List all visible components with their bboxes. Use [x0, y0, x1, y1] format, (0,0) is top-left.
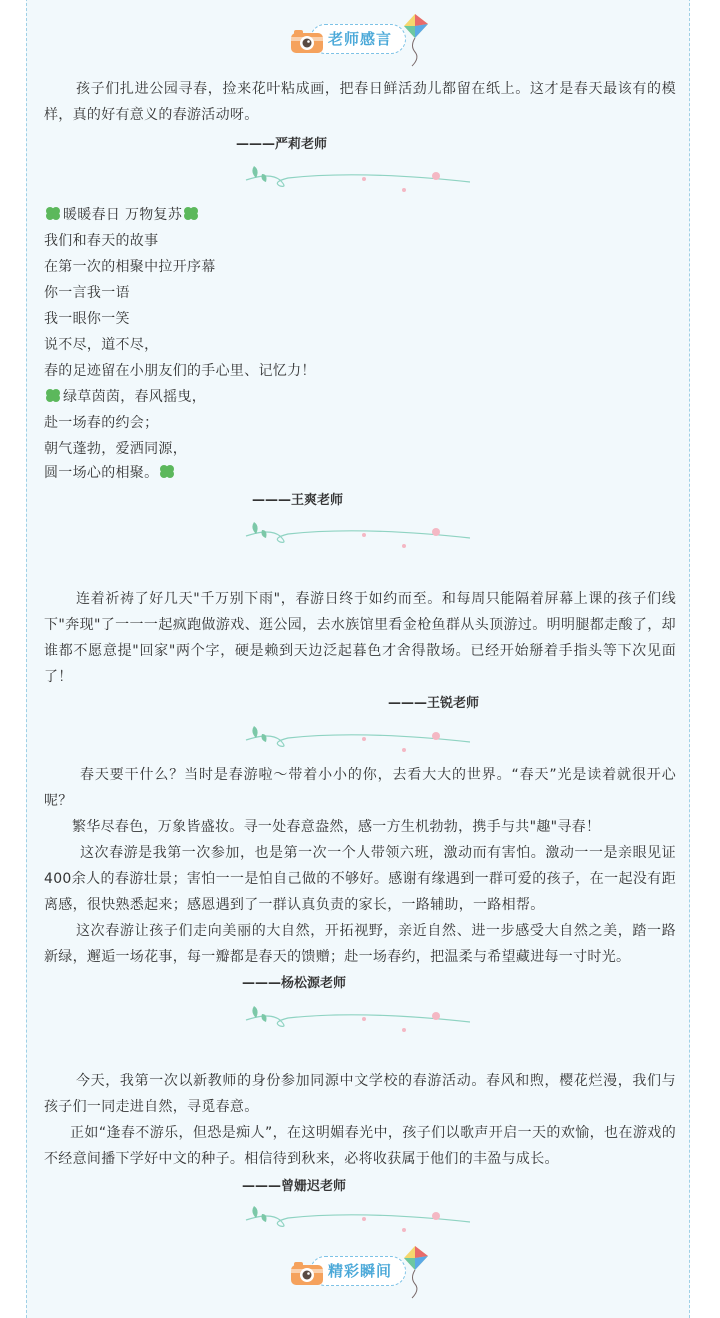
- section2-signature: ———王爽老师: [252, 493, 344, 508]
- section5-paragraph: 正如“逢春不游乐，但恐是痴人”，在这明媚春光中，孩子们以歌声开启一天的欢愉，也在游戏的不经意间播下学好中文的种子。相信待到秋来，必将收获属于他们的丰盈与成长。: [44, 1125, 676, 1167]
- section2-line: 暖暖春日 万物复苏: [44, 202, 201, 228]
- leaf-vine-divider-icon: [240, 1200, 480, 1240]
- badge-title: 老师感言: [327, 30, 392, 48]
- camera-icon: [290, 28, 324, 54]
- four-leaf-clover-icon: [44, 206, 62, 222]
- section3-signature: ———王锐老师: [388, 696, 480, 711]
- footer-badge: [290, 1248, 430, 1292]
- section2-line: 朝气蓬勃，爱洒同源，: [44, 441, 187, 457]
- section1-signature: ———严莉老师: [236, 137, 328, 152]
- section2-line: 你一言我一语: [44, 285, 130, 301]
- four-leaf-clover-icon: [158, 464, 176, 480]
- section4-signature: ———杨松源老师: [242, 976, 347, 991]
- leaf-vine-divider-icon: [240, 1000, 480, 1040]
- section2-line: 春的足迹留在小朋友们的手心里、记忆力！: [44, 363, 316, 379]
- camera-icon: [290, 1260, 324, 1286]
- section4-paragraph: 这次春游让孩子们走向美丽的大自然，开拓视野，亲近自然、进一步感受大自然之美，踏一路新绿，邂逅一场花事，每一瓣都是春天的馈赠；赴一场春约，把温柔与希望藏进每一寸时光。: [44, 923, 676, 965]
- four-leaf-clover-icon: [182, 206, 200, 222]
- section1-text: 孩子们扎进公园寻春，捡来花叶粘成画，把春日鲜活劲儿都留在纸上。这才是春天最该有的模样，真的好有意义的春游活动呀。: [44, 81, 676, 123]
- badge-title: 精彩瞬间: [327, 1262, 392, 1280]
- section2-line: 我一眼你一笑: [44, 311, 130, 327]
- section2-line: 赴一场春的约会；: [44, 415, 159, 431]
- leaf-vine-divider-icon: [240, 160, 480, 200]
- four-leaf-clover-icon: [44, 388, 62, 404]
- header-badge: [290, 16, 430, 60]
- section2-line: 圆一场心的相聚。: [44, 460, 177, 486]
- section5-signature: ———曾姗迟老师: [242, 1179, 347, 1194]
- section2-line: 在第一次的相聚中拉开序幕: [44, 259, 216, 275]
- section3-text: 连着祈祷了好几天"千万别下雨"，春游日终于如约而至。和每周只能隔着屏幕上课的孩子们线下"奔现"了一一一起疯跑做游戏、逛公园，去水族馆里看金枪鱼群从头顶游过。明明腿都走酸了，却谁都不愿意提"回家"两个字，硬是赖到天边泛起暮色才舍得散场。已经开始掰着手指头等下次见面了！: [44, 591, 676, 685]
- kite-icon: [400, 12, 430, 68]
- section4-paragraph: 春天要干什么？当时是春游啦～带着小小的你，去看大大的世界。“春天”光是读着就很开心呢？: [44, 767, 676, 809]
- section2-line: 我们和春天的故事: [44, 233, 159, 249]
- kite-icon: [400, 1244, 430, 1300]
- section4-paragraph: 繁华尽春色，万象皆盛妆。寻一处春意盎然，感一方生机勃勃，携手与共"趣"寻春！: [72, 819, 601, 835]
- section5-paragraph: 今天，我第一次以新教师的身份参加同源中文学校的春游活动。春风和煦，樱花烂漫，我们与孩子们一同走进自然，寻觅春意。: [44, 1073, 676, 1115]
- section2-line: 绿草茵茵，春风摇曳，: [44, 384, 206, 410]
- leaf-vine-divider-icon: [240, 720, 480, 760]
- section2-line: 说不尽，道不尽，: [44, 337, 159, 353]
- section4-paragraph: 这次春游是我第一次参加，也是第一次一个人带领六班，激动而有害怕。激动一一是亲眼见证400余人的春游壮景；害怕一一是怕自己做的不够好。感谢有缘遇到一群可爱的孩子，在一起没有距离感，很快熟悉起来；感恩遇到了一群认真负责的家长，一路辅助，一路相帮。: [44, 845, 676, 913]
- leaf-vine-divider-icon: [240, 516, 480, 556]
